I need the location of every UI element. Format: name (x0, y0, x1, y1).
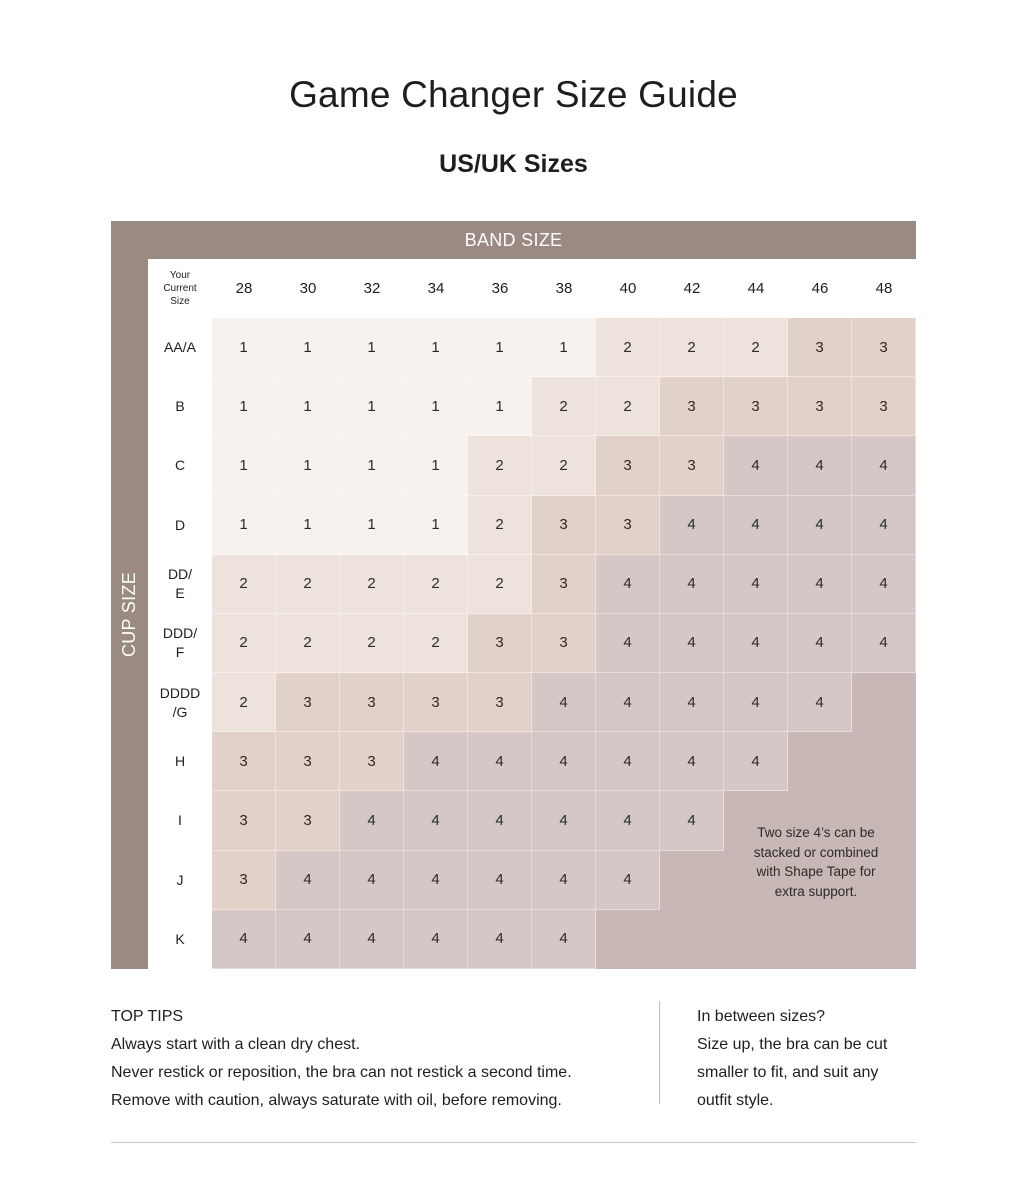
size-cell: 4 (660, 614, 724, 673)
size-cell: 2 (724, 318, 788, 377)
empty-cell (852, 673, 916, 732)
empty-cell (724, 910, 788, 969)
cup-size-row-label: B (148, 377, 212, 436)
size-cell: 2 (276, 614, 340, 673)
size-cell: 3 (596, 436, 660, 495)
size-cell: 1 (468, 377, 532, 436)
empty-cell (852, 732, 916, 791)
in-between-text: outfit style. (697, 1092, 774, 1109)
empty-cell (660, 910, 724, 969)
size-cell: 4 (724, 555, 788, 614)
size-cell: 2 (212, 614, 276, 673)
size-cell: 2 (212, 673, 276, 732)
size-cell: 4 (852, 614, 916, 673)
size-cell: 4 (340, 791, 404, 850)
size-cell: 1 (276, 436, 340, 495)
band-size-header: 46 (788, 259, 852, 318)
size-cell: 1 (212, 436, 276, 495)
corner-label: Your Current Size (148, 259, 212, 318)
size-cell: 4 (852, 555, 916, 614)
tips-divider (659, 1001, 660, 1104)
size-cell: 2 (276, 555, 340, 614)
size-cell: 3 (468, 673, 532, 732)
size-cell: 3 (532, 614, 596, 673)
cup-size-row-label: DD/ E (148, 555, 212, 614)
tip-line: Never restick or reposition, the bra can not restick a second time. (111, 1064, 572, 1081)
empty-cell (788, 732, 852, 791)
size-cell: 1 (340, 496, 404, 555)
size-cell: 4 (724, 496, 788, 555)
size-cell: 3 (212, 791, 276, 850)
size-cell: 4 (404, 851, 468, 910)
in-between-text: smaller to fit, and suit any (697, 1064, 879, 1081)
size-cell: 2 (340, 614, 404, 673)
empty-cell (660, 851, 724, 910)
size-cell: 1 (404, 377, 468, 436)
size-cell: 3 (276, 791, 340, 850)
top-tips-title: TOP TIPS (111, 1008, 184, 1025)
size-cell: 2 (660, 318, 724, 377)
size-cell: 1 (212, 496, 276, 555)
size-cell: 4 (788, 673, 852, 732)
size-cell: 3 (404, 673, 468, 732)
cup-size-row-label: H (148, 732, 212, 791)
band-size-header: 42 (660, 259, 724, 318)
size-cell: 2 (468, 555, 532, 614)
size-cell: 4 (788, 436, 852, 495)
size-cell: 1 (468, 318, 532, 377)
in-between-heading: In between sizes? (697, 1008, 826, 1025)
size-cell: 2 (468, 436, 532, 495)
size-cell: 4 (660, 496, 724, 555)
size-cell: 4 (852, 496, 916, 555)
size-cell: 4 (468, 732, 532, 791)
cup-size-row-label: I (148, 791, 212, 850)
band-size-header: 38 (532, 259, 596, 318)
size-cell: 4 (596, 673, 660, 732)
size-cell: 4 (532, 910, 596, 969)
size-cell: 3 (852, 318, 916, 377)
size-cell: 4 (660, 791, 724, 850)
size-cell: 3 (212, 732, 276, 791)
size-cell: 2 (596, 318, 660, 377)
cup-size-row-label: DDD/ F (148, 614, 212, 673)
in-between-sizes (697, 1003, 927, 1115)
page-title: Game Changer Size Guide (289, 74, 738, 115)
size-cell: 4 (596, 791, 660, 850)
cup-size-row-label: D (148, 496, 212, 555)
size-cell: 3 (276, 732, 340, 791)
size-cell: 3 (532, 496, 596, 555)
size-cell: 4 (276, 910, 340, 969)
size-cell: 4 (532, 851, 596, 910)
cup-size-row-label: K (148, 910, 212, 969)
size-cell: 2 (212, 555, 276, 614)
band-size-header: 48 (852, 259, 916, 318)
size-cell: 4 (212, 910, 276, 969)
size-cell: 4 (532, 732, 596, 791)
page-subtitle: US/UK Sizes (439, 150, 588, 178)
size-cell: 4 (788, 614, 852, 673)
bottom-divider (111, 1142, 916, 1143)
size-cell: 4 (660, 732, 724, 791)
size-cell: 2 (468, 496, 532, 555)
size-cell: 3 (532, 555, 596, 614)
empty-cell (596, 910, 660, 969)
size-cell: 4 (404, 791, 468, 850)
size-cell: 1 (532, 318, 596, 377)
size-cell: 2 (532, 436, 596, 495)
size-cell: 4 (596, 555, 660, 614)
size-cell: 1 (276, 318, 340, 377)
size-cell: 3 (788, 377, 852, 436)
size-cell: 3 (660, 436, 724, 495)
size-cell: 4 (852, 436, 916, 495)
band-size-header: 32 (340, 259, 404, 318)
size-cell: 2 (340, 555, 404, 614)
size-cell: 4 (724, 614, 788, 673)
band-size-header: 44 (724, 259, 788, 318)
cup-size-row-label: AA/A (148, 318, 212, 377)
size-cell: 4 (660, 555, 724, 614)
empty-cell (788, 910, 852, 969)
stacking-note: Two size 4’s can be stacked or combined with Shape Tape for extra support. (753, 825, 879, 899)
in-between-text: Size up, the bra can be cut (697, 1036, 888, 1053)
size-cell: 1 (340, 377, 404, 436)
size-cell: 4 (468, 910, 532, 969)
size-cell: 4 (468, 851, 532, 910)
size-cell: 1 (212, 318, 276, 377)
size-cell: 3 (724, 377, 788, 436)
size-cell: 4 (532, 673, 596, 732)
size-cell: 1 (340, 318, 404, 377)
band-size-header: 30 (276, 259, 340, 318)
size-cell: 3 (596, 496, 660, 555)
size-cell: 4 (788, 555, 852, 614)
tip-line: Remove with caution, always saturate with oil, before removing. (111, 1092, 562, 1109)
size-cell: 3 (788, 318, 852, 377)
cup-size-row-label: J (148, 851, 212, 910)
band-size-header: 28 (212, 259, 276, 318)
size-cell: 2 (532, 377, 596, 436)
size-cell: 4 (404, 910, 468, 969)
size-cell: 4 (276, 851, 340, 910)
size-cell: 1 (276, 377, 340, 436)
size-cell: 1 (340, 436, 404, 495)
size-cell: 3 (212, 851, 276, 910)
empty-cell (852, 910, 916, 969)
band-size-header: 40 (596, 259, 660, 318)
cup-size-label-container (111, 259, 148, 969)
top-tips (111, 1003, 651, 1115)
size-cell: 1 (404, 436, 468, 495)
size-cell: 2 (596, 377, 660, 436)
band-size-header: 36 (468, 259, 532, 318)
size-cell: 4 (724, 436, 788, 495)
size-cell: 4 (532, 791, 596, 850)
size-cell: 3 (852, 377, 916, 436)
size-cell: 3 (340, 673, 404, 732)
size-cell: 4 (468, 791, 532, 850)
size-cell: 3 (468, 614, 532, 673)
size-cell: 1 (404, 318, 468, 377)
size-cell: 4 (788, 496, 852, 555)
size-cell: 2 (404, 614, 468, 673)
size-cell: 4 (596, 851, 660, 910)
size-cell: 4 (596, 732, 660, 791)
size-cell: 4 (660, 673, 724, 732)
size-cell: 4 (404, 732, 468, 791)
size-cell: 1 (404, 496, 468, 555)
cup-size-row-label: DDDD /G (148, 673, 212, 732)
cup-size-row-label: C (148, 436, 212, 495)
tip-line: Always start with a clean dry chest. (111, 1036, 360, 1053)
size-cell: 3 (340, 732, 404, 791)
band-size-header: 34 (404, 259, 468, 318)
size-cell: 4 (724, 673, 788, 732)
size-cell: 4 (596, 614, 660, 673)
size-cell: 3 (276, 673, 340, 732)
size-cell: 3 (660, 377, 724, 436)
size-cell: 4 (340, 910, 404, 969)
size-cell: 4 (724, 732, 788, 791)
size-cell: 1 (212, 377, 276, 436)
size-cell: 1 (276, 496, 340, 555)
size-cell: 4 (340, 851, 404, 910)
band-size-label: BAND SIZE (464, 230, 563, 250)
size-cell: 2 (404, 555, 468, 614)
cup-size-label: CUP SIZE (119, 571, 139, 657)
